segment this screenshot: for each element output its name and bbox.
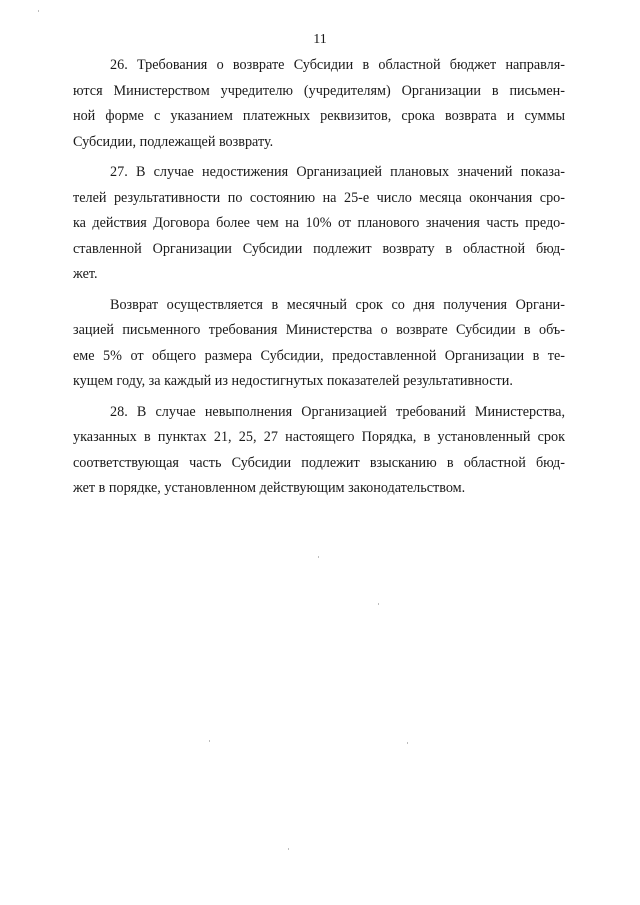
text-line: Субсидии, подлежащей возврату. — [73, 133, 274, 150]
paragraph-26 — [73, 53, 565, 155]
text-line: ются Министерством учредителю (учредителям) Организации в письмен- — [73, 82, 565, 99]
text-line: соответствующая часть Субсидии подлежит взысканию в областной бюд- — [73, 454, 565, 471]
scan-speck — [209, 740, 210, 742]
text-line: ка действия Договора более чем на 10% от планового значения часть предо- — [73, 215, 565, 231]
text-line: 26. Требования о возврате Субсидии в областной бюджет направля- — [110, 57, 565, 73]
text-line: ставленной Организации Субсидии подлежит возврату в областной бюд- — [73, 240, 565, 257]
text-line: жет. — [73, 266, 98, 282]
paragraph-27 — [73, 160, 565, 288]
paragraph-refund — [73, 293, 565, 395]
text-line: Возврат осуществляется в месячный срок со дня получения Органи- — [110, 296, 565, 313]
text-line: 27. В случае недостижения Организацией плановых значений показа- — [110, 164, 565, 180]
text-line: еме 5% от общего размера Субсидии, предоставленной Организации в те- — [73, 347, 565, 364]
scan-speck — [38, 10, 39, 12]
document-body — [73, 53, 565, 502]
paragraph-28 — [73, 400, 565, 502]
text-line: 28. В случае невыполнения Организацией требований Министерства, — [110, 403, 565, 420]
text-line: жет в порядке, установленном действующим законодательством. — [73, 480, 466, 496]
text-line: ной форме с указанием платежных реквизитов, срока возврата и суммы — [73, 108, 565, 124]
text-line: кущем году, за каждый из недостигнутых показателей результативности. — [73, 373, 513, 389]
text-line: указанных в пунктах 21, 25, 27 настоящего Порядка, в установленный срок — [73, 429, 565, 445]
text-line: зацией письменного требования Министерства о возврате Субсидии в объ- — [73, 322, 565, 338]
scan-speck — [378, 603, 379, 605]
scan-speck — [288, 848, 289, 850]
page-number: 11 — [313, 32, 327, 47]
text-line: телей результативности по состоянию на 25-е число месяца окончания сро- — [73, 189, 565, 206]
scan-speck — [318, 556, 319, 558]
scan-speck — [407, 742, 408, 744]
